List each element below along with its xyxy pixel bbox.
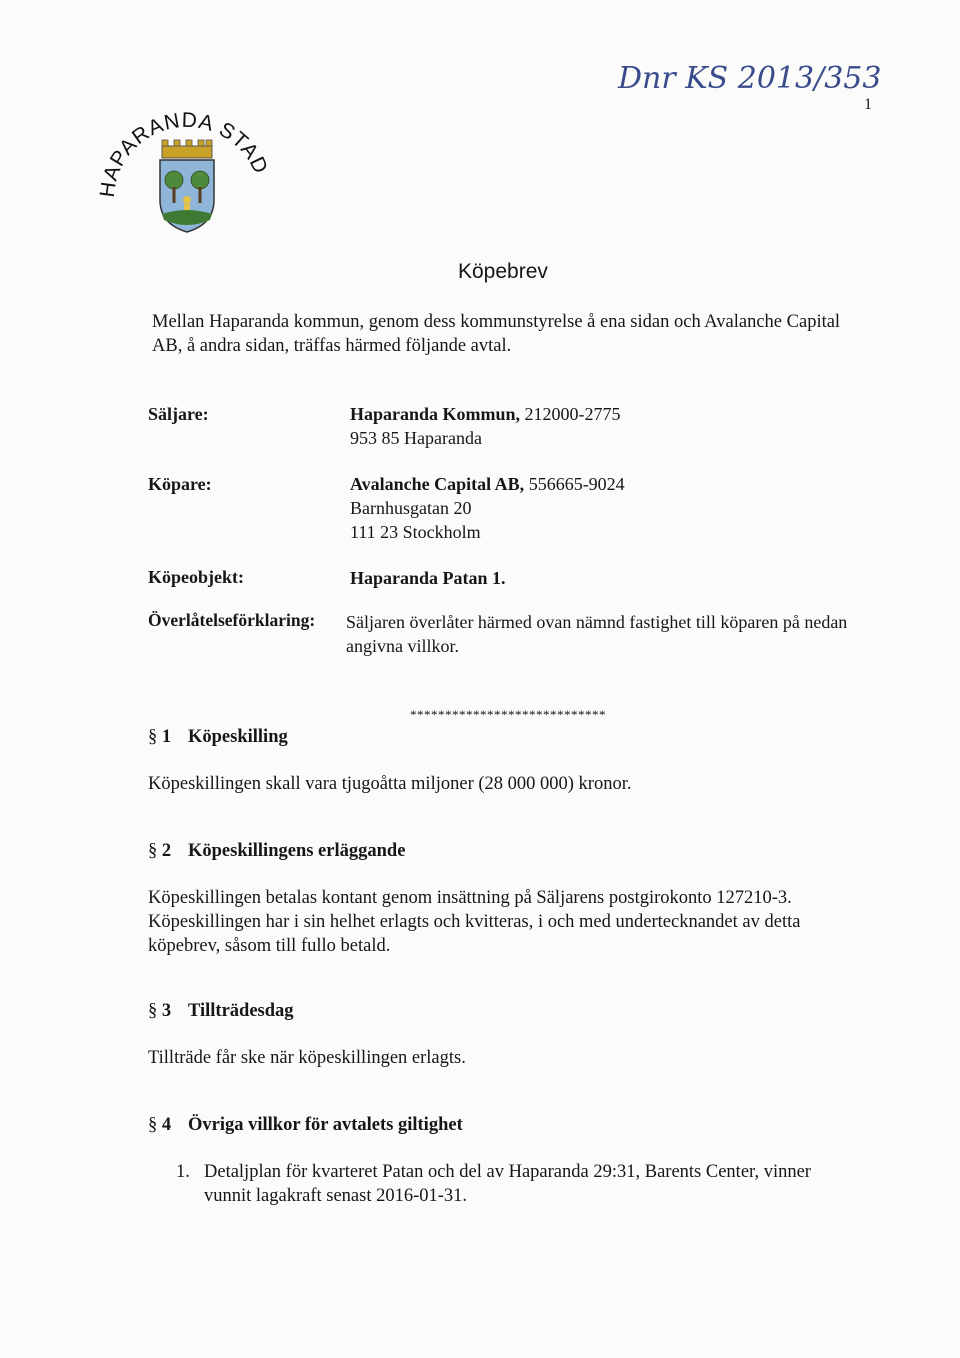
section-number: 4 [161,1115,172,1135]
declaration-label: Överlåtelseförklaring: [148,610,316,630]
buyer-street: Barnhusgatan 20 [350,498,472,518]
section-number: 3 [161,1001,172,1021]
buyer-details [350,472,625,544]
seller-name: Haparanda Kommun, [350,404,521,424]
section-title: Köpeskilling [188,727,288,747]
section-number: 1 [161,727,172,747]
logo-text: HAPARANDA STAD [95,108,273,199]
coat-of-arms-icon [160,140,214,232]
section-sign: § [148,1115,158,1135]
section-title: Tillträdesdag [188,1001,294,1021]
buyer-orgnr: 556665-9024 [524,474,625,494]
seller-address: 953 85 Haparanda [350,428,482,448]
seller-orgnr: 212000-2775 [520,404,621,424]
haparanda-logo [92,88,282,238]
section-1-heading [148,727,288,748]
buyer-label: Köpare: [148,474,212,494]
list-item-number: 1. [176,1162,190,1182]
object-value: Haparanda Patan 1. [350,568,506,588]
section-number: 2 [161,841,172,861]
section-2-heading [148,841,405,862]
document-title: Köpebrev [458,260,548,283]
intro-paragraph: Mellan Haparanda kommun, genom dess kommunstyrelse å ena sidan och Avalanche Capital AB, å andra sidan, träffas härmed följande avtal. [152,312,841,356]
separator: **************************** [410,707,606,722]
handwritten-note-text: Dnr KS 2013/353 [618,61,882,96]
section-title: Övriga villkor för avtalets giltighet [188,1115,463,1135]
handwritten-registration-number [612,48,882,108]
seller-details [350,402,621,450]
declaration-text: Säljaren överlåter härmed ovan nämnd fastighet till köparen på nedan angivna villkor. [346,612,848,656]
object-label: Köpeobjekt: [148,567,244,587]
page-number: 1 [864,96,872,113]
section-3-body: Tillträde får ske när köpeskillingen erlagts. [148,1048,466,1068]
section-sign: § [148,1001,158,1021]
buyer-city: 111 23 Stockholm [350,522,481,542]
list-item-text: Detaljplan för kvarteret Patan och del av Haparanda 29:31, Barents Center, vinner vunnit lagakraft senast 2016-01-31. [204,1162,811,1206]
section-1-body: Köpeskillingen skall vara tjugoåtta miljoner (28 000 000) kronor. [148,774,632,794]
section-3-heading [148,1001,294,1022]
section-title: Köpeskillingens erläggande [188,841,406,861]
section-sign: § [148,841,158,861]
section-2-body: Köpeskillingen betalas kontant genom insättning på Säljarens postgirokonto 127210-3. Köpeskillingen har i sin helhet erlagts och kvitteras, i och med undertecknandet av detta köpebrev, såsom till fullo betald. [148,888,801,956]
seller-label: Säljare: [148,404,209,424]
section-sign: § [148,727,158,747]
buyer-name: Avalanche Capital AB, [350,474,525,494]
section-4-heading [148,1115,463,1136]
